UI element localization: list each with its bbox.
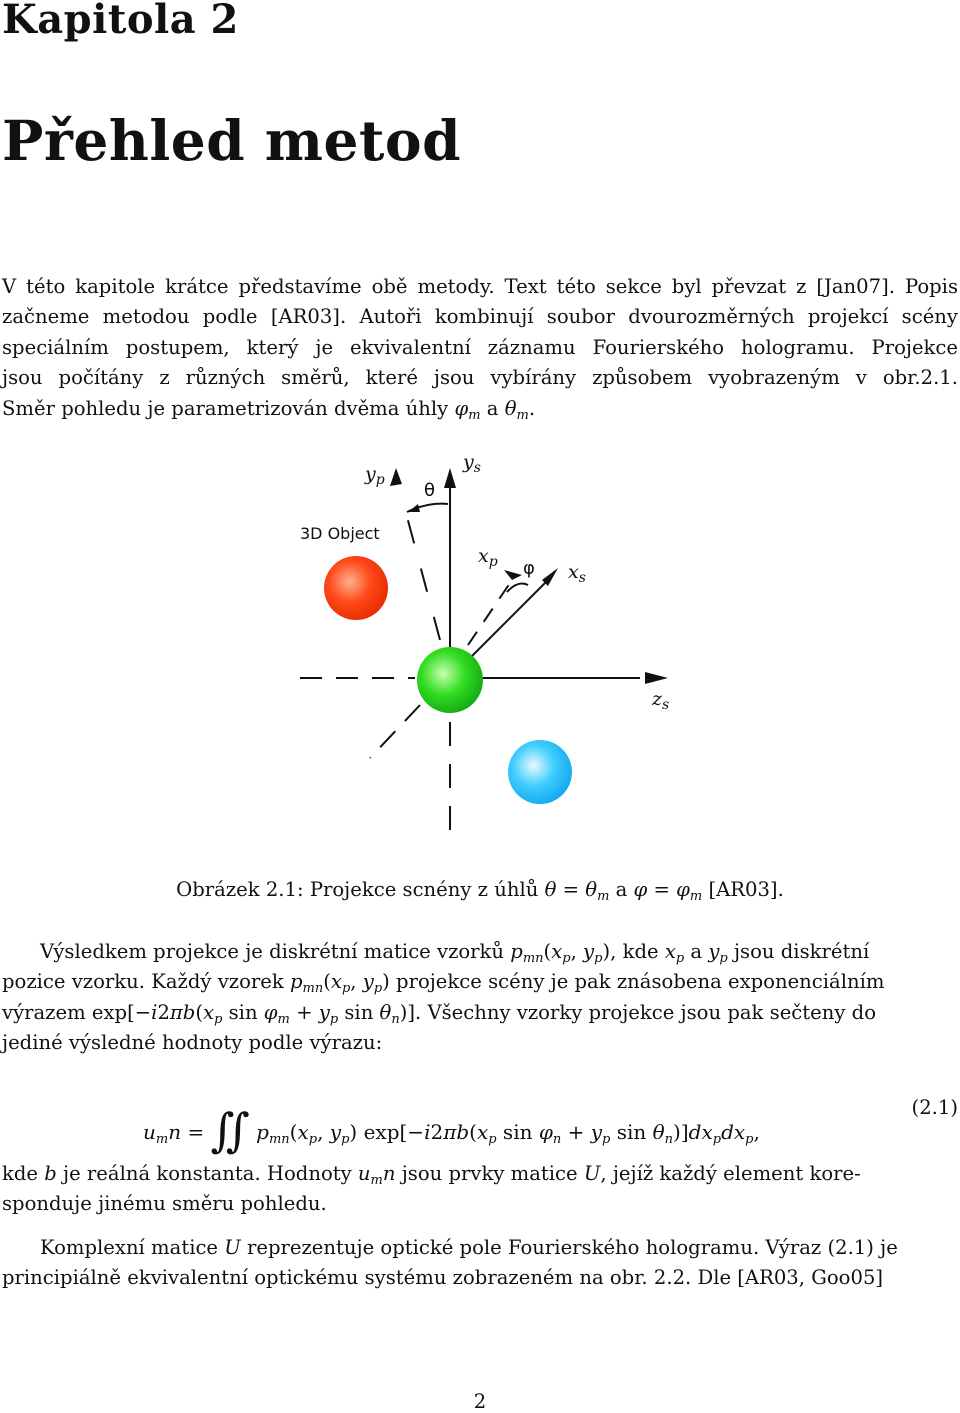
projection-figure xyxy=(290,440,690,835)
para3-text-d: , jejíž každý element kore- xyxy=(600,1162,861,1185)
equation-2-1: $u_mn$ = ∬ $p_{mn}(x_p$, $y_p$) $\exp[-i2\pi b(x_p$ $\sin \varphi_n + y_p$ $\sin \theta_n)]dx_pdx_p$, xyxy=(143,1103,760,1157)
xp-negative-dashed xyxy=(370,705,420,758)
xp-axis xyxy=(468,580,512,645)
para4-text-b: reprezentuje optické pole Fourierského hologramu. Výraz xyxy=(247,1236,822,1259)
para2-text-e: projekce scény je pak znásobena exponenciálním xyxy=(396,970,885,993)
intro-line-5-text: Směr pohledu je parametrizován dvěma úhly xyxy=(2,397,449,420)
intro-line-3: speciálním postupem, který je ekvivalentní záznamu Fourierského hologramu. Projekce xyxy=(2,336,958,359)
caption-text: Obrázek 2.1: Projekce scnény z úhlů xyxy=(176,878,539,901)
para2-text-a: Výsledkem projekce je diskrétní matice vzorků xyxy=(40,940,505,963)
yp-axis xyxy=(402,498,440,640)
blue-sphere xyxy=(508,740,572,804)
para3-text-c: jsou prvky matice xyxy=(401,1162,578,1185)
figure-caption: Obrázek 2.1: Projekce scnény z úhlů $\theta = \theta_m$ a $\varphi = \varphi_m$ [AR03]. xyxy=(176,878,784,904)
xs-label: $x_s$ xyxy=(568,561,586,586)
para2-text-f: výrazem xyxy=(2,1001,86,1024)
ys-label: $y_s$ xyxy=(463,451,481,476)
phi-label: φ xyxy=(523,558,535,579)
equation-reference: (2.1) xyxy=(827,1236,874,1259)
page-number: 2 xyxy=(473,1390,487,1413)
para4-line-2: principiálně ekvivalentní optickému systému zobrazeném na obr. 2.2. Dle [AR03, Goo05] xyxy=(2,1266,884,1289)
math-theta-m: $\theta_m$ xyxy=(504,397,529,423)
yp-arrowhead xyxy=(390,468,402,486)
para4-text-c: je xyxy=(880,1236,898,1259)
intro-line-5: Směr pohledu je parametrizován dvěma úhly $\varphi_m$ a $\theta_m$. xyxy=(2,397,536,423)
ys-arrowhead xyxy=(444,468,456,488)
para4-line-1: Komplexní matice U reprezentuje optické pole Fourierského hologramu. Výraz (2.1) je xyxy=(40,1236,898,1259)
para2-text-g: . Všechny vzorky projekce jsou pak sečteny do xyxy=(415,1001,877,1024)
theta-arrowhead xyxy=(408,504,420,512)
math-phi-m: $\varphi_m$ xyxy=(454,397,481,423)
green-sphere xyxy=(417,647,483,713)
para3-text-b: je reálná konstanta. Hodnoty xyxy=(63,1162,352,1185)
theta-label: θ xyxy=(424,480,436,501)
para3-line-2: sponduje jinému směru pohledu. xyxy=(2,1192,327,1215)
zs-arrowhead xyxy=(645,672,668,684)
para2-line-3: výrazem $\exp[-i2\pi b(x_p$ $\sin \varphi_m + y_p$ $\sin \theta_n$)]. Všechny vzorky projekce jsou pak sečteny do xyxy=(2,1001,877,1027)
para3-text-a: kde xyxy=(2,1162,39,1185)
para2-line-4: jediné výsledné hodnoty podle výrazu: xyxy=(2,1031,383,1054)
intro-line-4: jsou počítány z různých směrů, které jsou vybírány způsobem vyobrazeným v obr.2.1. xyxy=(2,366,958,389)
chapter-label: Kapitola 2 xyxy=(2,0,239,43)
xp-label: $x_p$ xyxy=(478,545,498,570)
zs-label: $z_s$ xyxy=(652,688,670,713)
para2-text-d: pozice vzorku. Každý vzorek xyxy=(2,970,284,993)
yp-label: $y_p$ xyxy=(365,463,385,488)
equation-number: (2.1) xyxy=(911,1096,958,1119)
para2-text-b: , kde xyxy=(610,940,659,963)
phi-arc xyxy=(507,584,528,592)
para2-line-1: Výsledkem projekce je diskrétní matice vzorků $p_{mn}(x_p$, $y_p$), kde $x_p$ a $y_p$ jsou diskrétní xyxy=(40,940,870,966)
para4-text-a: Komplexní matice xyxy=(40,1236,219,1259)
red-sphere xyxy=(324,556,388,620)
para2-text-c: jsou diskrétní xyxy=(733,940,870,963)
xs-axis xyxy=(470,580,548,658)
intro-line-1: V této kapitole krátce představíme obě metody. Text této sekce byl převzat z [Jan07]. Popis xyxy=(2,275,958,298)
para2-line-2: pozice vzorku. Každý vzorek $p_{mn}(x_p$, $y_p$) projekce scény je pak znásobena exponenciálním xyxy=(2,970,885,996)
caption-citation: [AR03]. xyxy=(708,878,784,901)
para3-line-1: kde b je reálná konstanta. Hodnoty $u_mn$ jsou prvky matice U, jejíž každý element kore- xyxy=(2,1162,861,1188)
chapter-title: Přehled metod xyxy=(2,108,462,173)
phi-arrowhead xyxy=(504,570,522,580)
intro-line-2: začneme metodou podle [AR03]. Autoři kombinují soubor dvourozměrných projekcí scény xyxy=(2,305,958,328)
object-label: 3D Object xyxy=(300,524,380,543)
